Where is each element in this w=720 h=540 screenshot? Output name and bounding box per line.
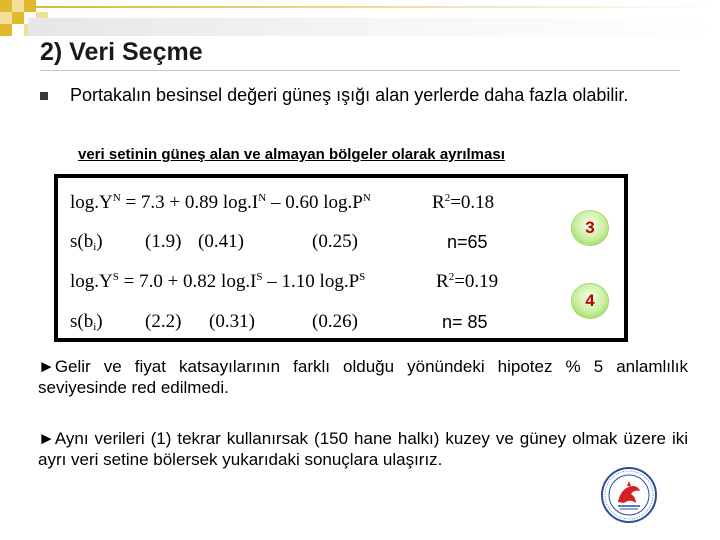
- university-seal-icon: [600, 466, 658, 524]
- equation-north: $\log.Y^N = 7.3 + 0.89$ $\log.I^N - 0.60$ $\log.P^N$: [70, 192, 371, 213]
- badge-3: 3: [572, 211, 608, 245]
- se-label-north: $s(b_i)$: [70, 231, 103, 253]
- slide-title: 2) Veri Seçme: [40, 38, 203, 66]
- r2-north: $R^2=0.18$: [432, 192, 495, 213]
- square-bullet-icon: [40, 92, 48, 100]
- se-south-1: (2.2): [145, 311, 182, 332]
- equation-south: $\log.Y^S = 7.0 + 0.82$ $\log.I^S - 1.10$ $\log.P^S$: [70, 271, 366, 292]
- se-north-2: (0.41): [198, 231, 244, 252]
- se-south-3: (0.26): [312, 311, 358, 332]
- header-accent-line: [28, 6, 720, 8]
- bullet-text: Portakalın besinsel değeri güneş ışığı alan yerlerde daha fazla olabilir.: [70, 85, 629, 105]
- subheading: veri setinin güneş alan ve almayan bölgeler olarak ayrılması: [78, 146, 505, 163]
- title-divider: [40, 70, 680, 71]
- arrow-marker: ►: [38, 357, 55, 376]
- paragraph-split: ►Aynı verileri (1) tekrar kullanırsak (150 hane halkı) kuzey ve güney olmak üzere iki ayrı veri setine bölersek yukarıdaki sonuçlara ulaşırız.: [38, 429, 688, 469]
- n-north: n=65: [447, 232, 488, 252]
- arrow-marker: ►: [38, 429, 55, 448]
- badge-4: 4: [572, 284, 608, 318]
- se-south-2: (0.31): [209, 311, 255, 332]
- paragraph-hypothesis: ►Gelir ve fiyat katsayılarının farklı olduğu yönündeki hipotez % 5 anlamlılık seviyesinde red edilmedi.: [38, 357, 688, 397]
- n-south: n= 85: [442, 312, 488, 332]
- se-north-1: (1.9): [145, 231, 182, 252]
- se-label-south: $s(b_i)$: [70, 311, 103, 333]
- header-band: [28, 18, 720, 36]
- r2-south: $R^2=0.19$: [436, 271, 499, 292]
- se-north-3: (0.25): [312, 231, 358, 252]
